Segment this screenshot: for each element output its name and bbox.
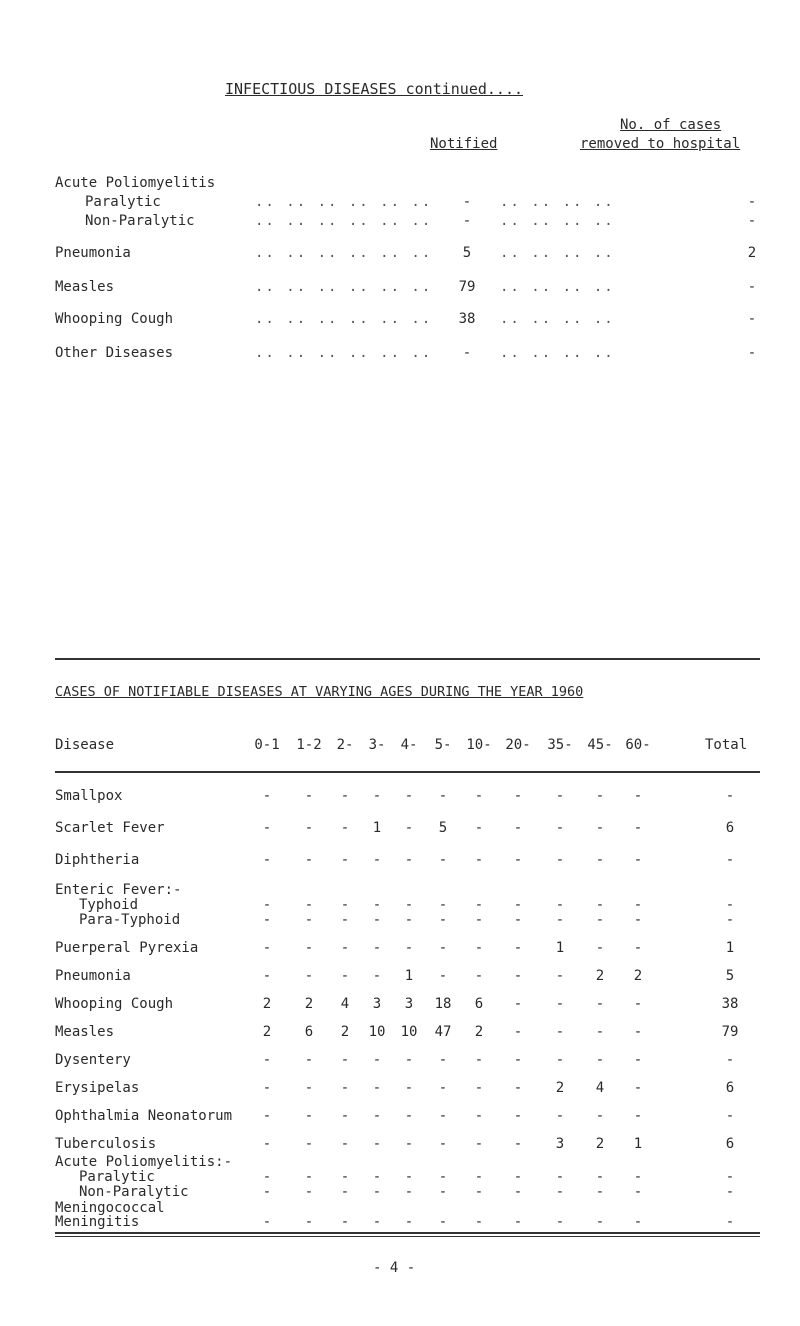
table-cell: - xyxy=(304,1214,314,1230)
table-total-cell: 79 xyxy=(721,1024,739,1040)
table-cell: - xyxy=(555,912,565,928)
table-cell: - xyxy=(404,897,414,913)
table-cell: 3 xyxy=(404,996,414,1012)
table-cell: - xyxy=(262,897,272,913)
table-total-cell: 5 xyxy=(725,968,735,984)
table-cell: - xyxy=(372,1214,382,1230)
table-cell: - xyxy=(262,1169,272,1185)
table-cell: - xyxy=(595,1214,605,1230)
table-cell: - xyxy=(262,1136,272,1152)
table-cell: - xyxy=(474,1184,484,1200)
table-cell: - xyxy=(340,968,350,984)
table-cell: - xyxy=(513,912,523,928)
table-cell: - xyxy=(438,1080,448,1096)
table-cell: 2 xyxy=(633,968,643,984)
removed-value: 2 xyxy=(747,245,757,261)
table-cell: - xyxy=(438,912,448,928)
notified-value: - xyxy=(462,345,472,361)
column-header-removed-line2: removed to hospital xyxy=(580,136,741,152)
table-cell: - xyxy=(340,1052,350,1068)
table-cell: - xyxy=(304,1169,314,1185)
table-cell: 1 xyxy=(404,968,414,984)
table-cell: - xyxy=(595,1052,605,1068)
table-cell: - xyxy=(262,788,272,804)
summary-label: Measles xyxy=(55,279,115,295)
table-cell: - xyxy=(262,912,272,928)
disease-label: Measles xyxy=(55,1024,115,1040)
table-cell: - xyxy=(372,1108,382,1124)
table-cell: - xyxy=(438,968,448,984)
table-cell: 1 xyxy=(555,940,565,956)
table-cell: - xyxy=(633,1184,643,1200)
table-cell: - xyxy=(633,1080,643,1096)
table-total-cell: 1 xyxy=(725,940,735,956)
notified-value: - xyxy=(462,213,472,229)
leader-dots: .. .. .. .. .. .. xyxy=(255,279,433,295)
table-cell: - xyxy=(340,1108,350,1124)
age-header: 20- xyxy=(505,737,531,753)
table-cell: - xyxy=(404,1052,414,1068)
table-cell: - xyxy=(474,940,484,956)
notified-value: 38 xyxy=(458,311,476,327)
table-cell: - xyxy=(262,1052,272,1068)
table-cell: - xyxy=(633,852,643,868)
table-bottom-rule xyxy=(55,1232,760,1234)
table-cell: - xyxy=(372,912,382,928)
table-cell: - xyxy=(474,1052,484,1068)
table-cell: - xyxy=(340,1214,350,1230)
table-cell: - xyxy=(372,852,382,868)
table-cell: 1 xyxy=(372,820,382,836)
header-rule xyxy=(55,771,760,773)
age-header: 4- xyxy=(400,737,418,753)
table-total-cell: 38 xyxy=(721,996,739,1012)
removed-value: - xyxy=(747,213,757,229)
table-cell: - xyxy=(474,1080,484,1096)
table-cell: - xyxy=(340,1080,350,1096)
table-cell: - xyxy=(304,940,314,956)
table-cell: - xyxy=(555,1108,565,1124)
table-cell: - xyxy=(438,1108,448,1124)
table-cell: - xyxy=(340,788,350,804)
table-cell: - xyxy=(372,1169,382,1185)
table-cell: - xyxy=(404,1108,414,1124)
table-cell: - xyxy=(438,1052,448,1068)
table-cell: - xyxy=(404,1136,414,1152)
summary-label: Paralytic xyxy=(85,194,161,210)
disease-label: Whooping Cough xyxy=(55,996,174,1012)
age-header: 10- xyxy=(466,737,492,753)
page-heading: INFECTIOUS DISEASES continued.... xyxy=(225,80,524,98)
table-cell: - xyxy=(372,940,382,956)
table-cell: 2 xyxy=(474,1024,484,1040)
summary-label: Whooping Cough xyxy=(55,311,174,327)
table-cell: - xyxy=(372,897,382,913)
table-cell: 2 xyxy=(595,968,605,984)
table-cell: - xyxy=(633,897,643,913)
notified-value: 79 xyxy=(458,279,476,295)
column-header-notified: Notified xyxy=(430,136,498,152)
disease-label: Enteric Fever:- xyxy=(55,882,182,898)
table-cell: - xyxy=(595,912,605,928)
table-cell: - xyxy=(304,788,314,804)
table-cell: - xyxy=(474,1108,484,1124)
table-cell: - xyxy=(474,788,484,804)
table-cell: - xyxy=(438,1214,448,1230)
notified-value: - xyxy=(462,194,472,210)
table-cell: - xyxy=(304,1184,314,1200)
table-cell: - xyxy=(438,1136,448,1152)
leader-dots: .. .. .. .. .. .. xyxy=(255,194,433,210)
table-total-cell: - xyxy=(725,1169,735,1185)
table-cell: - xyxy=(555,852,565,868)
table-cell: - xyxy=(633,788,643,804)
table-cell: 6 xyxy=(304,1024,314,1040)
table-cell: - xyxy=(633,996,643,1012)
table-cell: - xyxy=(555,1169,565,1185)
table-cell: 2 xyxy=(340,1024,350,1040)
table-cell: - xyxy=(633,1024,643,1040)
age-header: 1-2 xyxy=(296,737,322,753)
leader-dots: .. .. .. .. xyxy=(500,311,615,327)
disease-label: Typhoid xyxy=(79,897,139,913)
age-header: 2- xyxy=(336,737,354,753)
table-cell: - xyxy=(633,1052,643,1068)
table-cell: - xyxy=(340,1169,350,1185)
leader-dots: .. .. .. .. .. .. xyxy=(255,245,433,261)
table-cell: - xyxy=(340,897,350,913)
table-cell: - xyxy=(304,1108,314,1124)
disease-label: Paralytic xyxy=(79,1169,155,1185)
table-cell: - xyxy=(555,820,565,836)
table-cell: - xyxy=(555,1052,565,1068)
table-cell: - xyxy=(595,996,605,1012)
table-total-cell: - xyxy=(725,1052,735,1068)
table-cell: 2 xyxy=(304,996,314,1012)
removed-value: - xyxy=(747,194,757,210)
table-cell: - xyxy=(404,912,414,928)
table-cell: - xyxy=(513,788,523,804)
table-cell: - xyxy=(595,1184,605,1200)
leader-dots: .. .. .. .. .. .. xyxy=(255,311,433,327)
table-cell: - xyxy=(262,968,272,984)
disease-column-header: Disease xyxy=(55,737,115,753)
table-total-cell: - xyxy=(725,1184,735,1200)
table-cell: - xyxy=(404,1214,414,1230)
table-cell: 10 xyxy=(368,1024,386,1040)
table-cell: - xyxy=(340,852,350,868)
table-total-cell: - xyxy=(725,912,735,928)
table-cell: - xyxy=(474,912,484,928)
table-cell: - xyxy=(595,1024,605,1040)
table-cell: - xyxy=(262,820,272,836)
table-cell: - xyxy=(304,852,314,868)
disease-label: Puerperal Pyrexia xyxy=(55,940,199,956)
removed-value: - xyxy=(747,311,757,327)
disease-label: Meningitis xyxy=(55,1214,140,1230)
disease-label: Para-Typhoid xyxy=(79,912,181,928)
table-cell: - xyxy=(372,788,382,804)
table-cell: 4 xyxy=(595,1080,605,1096)
table-cell: 3 xyxy=(372,996,382,1012)
table-total-cell: - xyxy=(725,788,735,804)
leader-dots: .. .. .. .. xyxy=(500,194,615,210)
table-cell: 18 xyxy=(434,996,452,1012)
table-cell: - xyxy=(372,1080,382,1096)
notified-value: 5 xyxy=(462,245,472,261)
table-cell: - xyxy=(372,1052,382,1068)
disease-label: Meningococcal xyxy=(55,1200,165,1216)
table-cell: 1 xyxy=(633,1136,643,1152)
table-cell: - xyxy=(404,1169,414,1185)
table-cell: - xyxy=(438,1169,448,1185)
table-cell: - xyxy=(304,897,314,913)
table-cell: - xyxy=(513,1214,523,1230)
table-total-cell: - xyxy=(725,1108,735,1124)
table-cell: - xyxy=(513,1184,523,1200)
table-cell: - xyxy=(340,820,350,836)
table-cell: - xyxy=(372,968,382,984)
table-cell: - xyxy=(513,996,523,1012)
table-cell: 2 xyxy=(555,1080,565,1096)
table-cell: 4 xyxy=(340,996,350,1012)
table-cell: - xyxy=(513,852,523,868)
table-cell: - xyxy=(513,820,523,836)
table-total-cell: 6 xyxy=(725,820,735,836)
table-cell: - xyxy=(595,1108,605,1124)
table-cell: - xyxy=(404,1080,414,1096)
table-cell: - xyxy=(262,1184,272,1200)
table-cell: - xyxy=(304,968,314,984)
table-cell: - xyxy=(304,1136,314,1152)
table-cell: - xyxy=(262,940,272,956)
table-cell: 3 xyxy=(555,1136,565,1152)
leader-dots: .. .. .. .. .. .. xyxy=(255,345,433,361)
table-top-rule xyxy=(55,658,760,660)
table-cell: - xyxy=(513,1024,523,1040)
table-cell: - xyxy=(633,912,643,928)
table-cell: - xyxy=(595,1169,605,1185)
leader-dots: .. .. .. .. xyxy=(500,345,615,361)
table-cell: - xyxy=(438,940,448,956)
table-cell: - xyxy=(304,820,314,836)
table-cell: - xyxy=(262,1214,272,1230)
table-cell: - xyxy=(513,1108,523,1124)
column-header-removed-line1: No. of cases xyxy=(620,117,722,133)
table-bottom-rule-2 xyxy=(55,1236,760,1237)
table-cell: - xyxy=(555,1214,565,1230)
table-cell: - xyxy=(304,1052,314,1068)
table-cell: - xyxy=(595,820,605,836)
table-total-cell: - xyxy=(725,852,735,868)
table-cell: - xyxy=(555,897,565,913)
page-number: - 4 - xyxy=(373,1260,416,1276)
table-cell: - xyxy=(474,852,484,868)
age-header: 3- xyxy=(368,737,386,753)
age-header: 35- xyxy=(547,737,573,753)
summary-label: Pneumonia xyxy=(55,245,131,261)
table-cell: - xyxy=(474,897,484,913)
table-cell: - xyxy=(633,1108,643,1124)
table-cell: - xyxy=(438,852,448,868)
removed-value: - xyxy=(747,345,757,361)
total-column-header: Total xyxy=(705,737,748,753)
leader-dots: .. .. .. .. .. .. xyxy=(255,213,433,229)
table-cell: 5 xyxy=(438,820,448,836)
table-cell: 2 xyxy=(262,996,272,1012)
table-cell: - xyxy=(372,1136,382,1152)
table-cell: - xyxy=(633,1169,643,1185)
table-title: CASES OF NOTIFIABLE DISEASES AT VARYING AGES DURING THE YEAR 1960 xyxy=(55,684,584,700)
table-cell: - xyxy=(555,1024,565,1040)
table-cell: - xyxy=(595,852,605,868)
table-cell: - xyxy=(262,1080,272,1096)
table-cell: - xyxy=(633,820,643,836)
leader-dots: .. .. .. .. xyxy=(500,279,615,295)
table-cell: - xyxy=(438,1184,448,1200)
summary-label: Other Diseases xyxy=(55,345,174,361)
disease-label: Non-Paralytic xyxy=(79,1184,189,1200)
disease-label: Acute Poliomyelitis:- xyxy=(55,1154,233,1170)
table-cell: 2 xyxy=(595,1136,605,1152)
age-header: 0-1 xyxy=(254,737,280,753)
table-cell: - xyxy=(555,788,565,804)
table-cell: - xyxy=(304,912,314,928)
table-total-cell: - xyxy=(725,897,735,913)
table-cell: - xyxy=(404,1184,414,1200)
table-cell: - xyxy=(304,1080,314,1096)
removed-value: - xyxy=(747,279,757,295)
disease-label: Ophthalmia Neonatorum xyxy=(55,1108,233,1124)
table-cell: 10 xyxy=(400,1024,418,1040)
table-cell: 47 xyxy=(434,1024,452,1040)
table-cell: - xyxy=(513,1169,523,1185)
table-cell: - xyxy=(633,940,643,956)
table-cell: - xyxy=(595,788,605,804)
table-cell: - xyxy=(513,897,523,913)
age-header: 60- xyxy=(625,737,651,753)
disease-label: Pneumonia xyxy=(55,968,131,984)
table-cell: - xyxy=(513,940,523,956)
table-cell: - xyxy=(633,1214,643,1230)
table-cell: - xyxy=(372,1184,382,1200)
table-cell: - xyxy=(262,1108,272,1124)
table-cell: - xyxy=(404,852,414,868)
table-total-cell: - xyxy=(725,1214,735,1230)
summary-label: Non-Paralytic xyxy=(85,213,195,229)
disease-label: Dysentery xyxy=(55,1052,131,1068)
table-cell: - xyxy=(340,1184,350,1200)
table-cell: - xyxy=(262,852,272,868)
table-cell: - xyxy=(404,940,414,956)
table-cell: - xyxy=(513,968,523,984)
table-cell: - xyxy=(438,897,448,913)
disease-label: Diphtheria xyxy=(55,852,140,868)
table-cell: - xyxy=(513,1052,523,1068)
disease-label: Tuberculosis xyxy=(55,1136,157,1152)
table-cell: - xyxy=(340,1136,350,1152)
table-cell: - xyxy=(474,820,484,836)
disease-label: Scarlet Fever xyxy=(55,820,165,836)
table-cell: 6 xyxy=(474,996,484,1012)
disease-label: Smallpox xyxy=(55,788,123,804)
table-cell: - xyxy=(555,968,565,984)
disease-label: Erysipelas xyxy=(55,1080,140,1096)
leader-dots: .. .. .. .. xyxy=(500,213,615,229)
table-cell: - xyxy=(555,996,565,1012)
table-total-cell: 6 xyxy=(725,1080,735,1096)
table-cell: - xyxy=(474,1136,484,1152)
table-cell: - xyxy=(340,940,350,956)
table-cell: - xyxy=(474,1169,484,1185)
table-cell: - xyxy=(595,940,605,956)
table-cell: - xyxy=(438,788,448,804)
table-cell: - xyxy=(404,788,414,804)
table-cell: - xyxy=(555,1184,565,1200)
table-cell: 2 xyxy=(262,1024,272,1040)
table-cell: - xyxy=(474,1214,484,1230)
table-cell: - xyxy=(513,1136,523,1152)
table-total-cell: 6 xyxy=(725,1136,735,1152)
age-header: 45- xyxy=(587,737,613,753)
table-cell: - xyxy=(340,912,350,928)
summary-label: Acute Poliomyelitis xyxy=(55,175,216,191)
leader-dots: .. .. .. .. xyxy=(500,245,615,261)
age-header: 5- xyxy=(434,737,452,753)
table-cell: - xyxy=(404,820,414,836)
table-cell: - xyxy=(513,1080,523,1096)
table-cell: - xyxy=(474,968,484,984)
table-cell: - xyxy=(595,897,605,913)
